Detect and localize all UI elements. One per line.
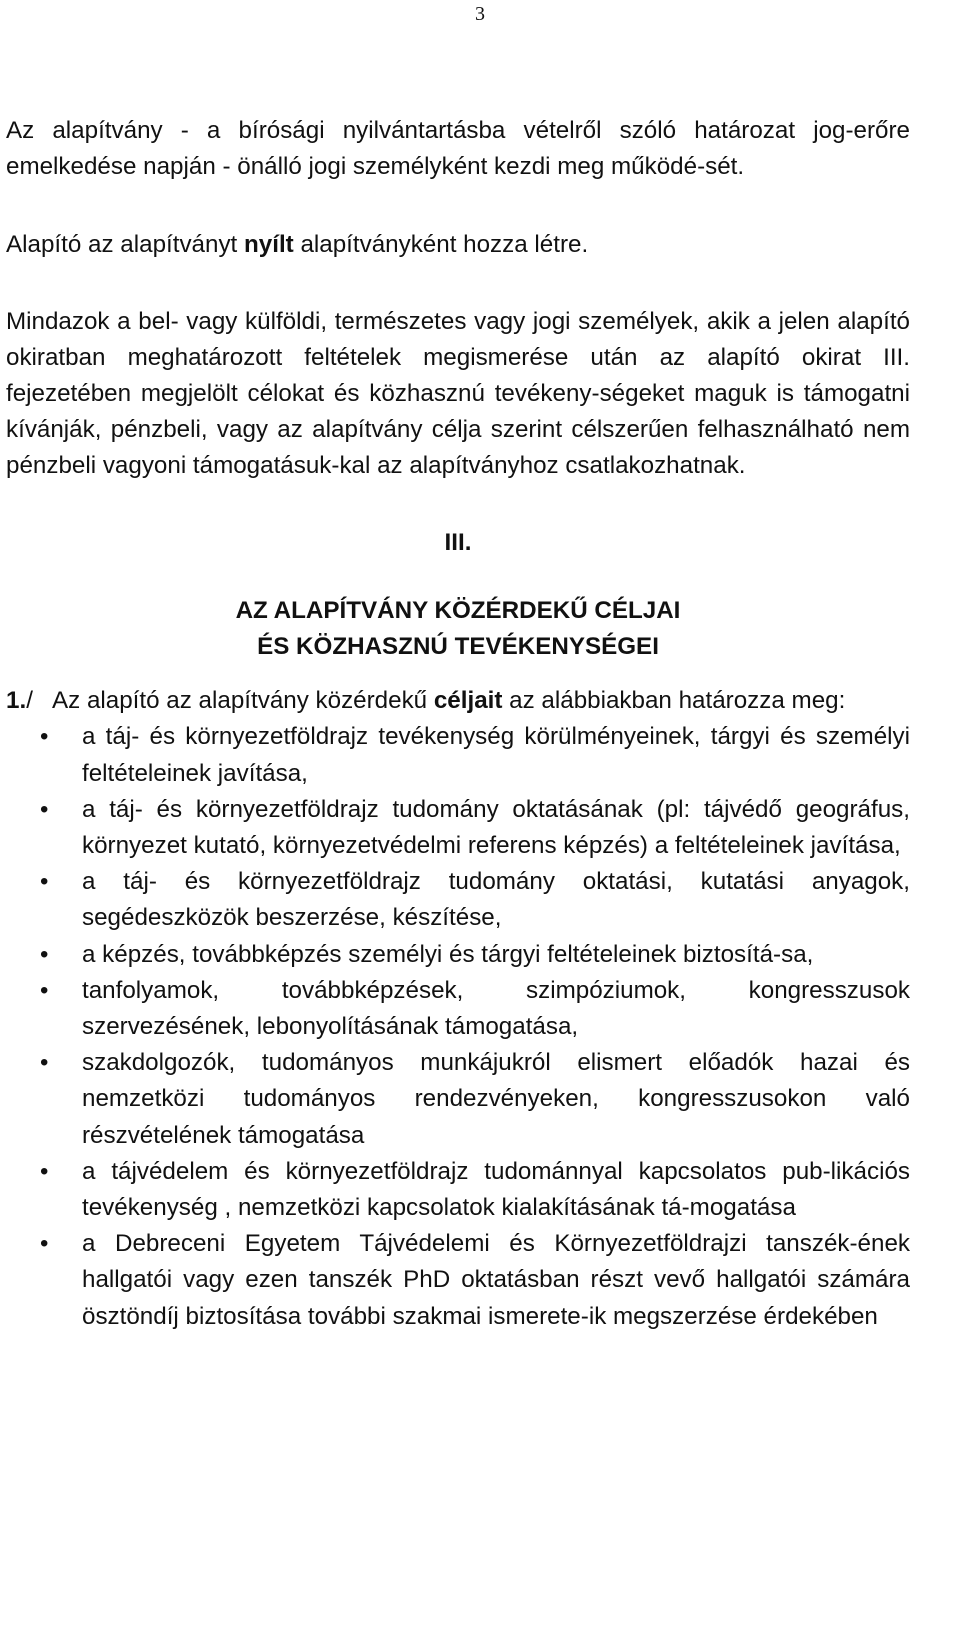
paragraph-open-foundation [6,227,910,263]
section-bold-text: céljait [433,687,503,715]
section-text: az alábbiakban határozza meg: [502,687,846,715]
list-item [6,1226,910,1335]
list-item-text: tanfolyamok, továbbképzések, szimpóziumok, kongresszusok szervezésének, lebonyolításának támogatása, [82,976,910,1041]
bullet-icon: • [40,1049,49,1077]
list-item-text: a táj- és környezetföldrajz tevékenység körülményeinek, tárgyi és személyi feltételeinek javítása, [82,723,910,787]
paragraph-text: Alapító az alapítványt [6,231,244,259]
bullet-icon: • [40,1157,49,1185]
list-item-text: szakdolgozók, tudományos munkájukról elismert előadók hazai és nemzetközi tudományos rendezvényeken, kongresszusokon való részvételének támogatása [82,1049,910,1149]
paragraph-founding: Az alapítvány - a bírósági nyilvántartásba vételről szóló határozat jog-erőre emelkedése napján - önálló jogi személyként kezdi meg működé-sét. [6,117,910,181]
list-item [6,973,910,1045]
list-item [6,1045,910,1154]
list-item [6,792,910,864]
bullet-icon: • [40,940,49,968]
paragraph-joining: Mindazok a bel- vagy külföldi, természetes vagy jogi személyek, akik a jelen alapító okiratban meghatározott feltételek megismerése után az alapító okirat III. fejezetében megjelölt célokat és közhasznú tevékeny-ségeket maguk is támogatni kívánják, pénzbeli, vagy az alapítvány célja szerint célszerűen felhasználható nem pénzbeli vagyoni támogatásuk-kal az alapítványhoz csatlakozhatnak. [6,307,910,480]
list-item-text: a táj- és környezetföldrajz tudomány oktatási, kutatási anyagok, segédeszközök beszerzése, készítése, [82,868,910,932]
section-text: Az alapító az alapítvány közérdekű [52,687,434,715]
section-intro-text [52,683,910,719]
paragraph-text: alapítványként hozza létre. [293,231,589,259]
list-item-text: a Debreceni Egyetem Tájvédelemi és Környezetföldrajzi tanszék-ének hallgatói vagy ezen tanszék PhD oktatásban részt vevő hallgatói számára ösztöndíj biztosítása további szakmai ismerete-ik megszerzése érdekében [82,1230,910,1330]
list-item [6,1154,910,1226]
chapter-number: III. [444,528,472,556]
goals-list [6,719,910,1334]
chapter-title-line: ÉS KÖZHASZNÚ TEVÉKENYSÉGEI [257,633,659,661]
page-number: 3 [475,3,485,25]
list-item-text: a tájvédelem és környezetföldrajz tudománnyal kapcsolatos pub-likációs tevékenység , nemzetközi kapcsolatok kialakításának tá-mogatása [82,1157,910,1222]
list-item-text: a képzés, továbbképzés személyi és tárgyi feltételeinek biztosítá-sa, [82,940,814,968]
bullet-icon: • [40,868,49,896]
chapter-title [6,593,910,665]
section-number-bold: 1. [6,687,27,715]
paragraph-bold-text: nyílt [244,231,294,259]
section-number [6,683,52,719]
bullet-icon: • [40,795,49,823]
bullet-icon: • [40,723,49,751]
list-item [6,719,910,791]
chapter-title-line: AZ ALAPÍTVÁNY KÖZÉRDEKŰ CÉLJAI [235,596,681,624]
bullet-icon: • [40,1230,49,1258]
document-body [6,113,910,1335]
section-number-slash: / [26,687,33,715]
list-item-text: a táj- és környezetföldrajz tudomány oktatásának (pl: tájvédő geográfus, környezet kutató, környezetvédelmi referens képzés) a feltételeinek javítása, [82,795,910,860]
list-item [6,937,910,973]
list-item [6,864,910,936]
bullet-icon: • [40,976,49,1004]
section-intro [6,683,910,719]
